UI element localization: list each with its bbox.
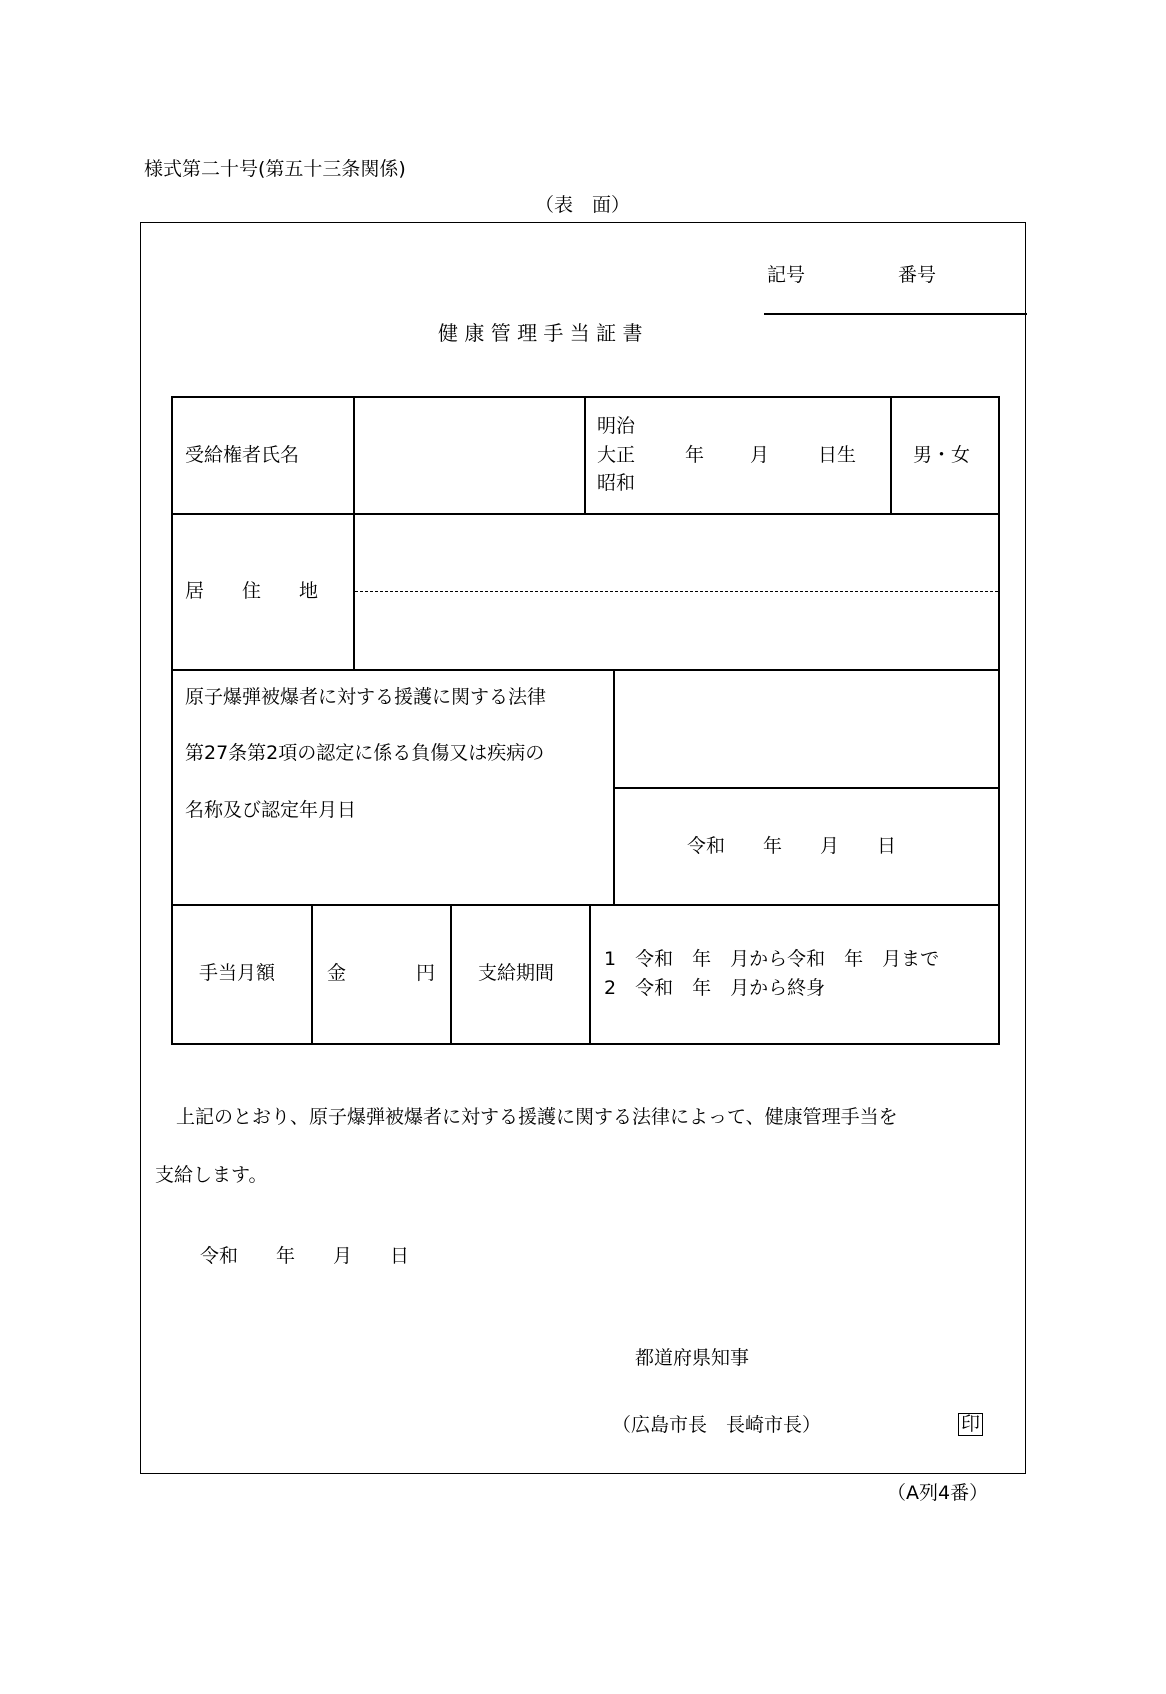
col-divider: [890, 396, 892, 513]
page-title: 健 康 管 理 手 当 証 書: [438, 321, 643, 345]
row-divider: [613, 787, 999, 789]
table-border: [998, 396, 1000, 1044]
side-label: （表 面）: [535, 194, 631, 216]
table-border: [171, 396, 173, 1044]
era-meiji: 明治: [597, 415, 636, 437]
monthly-amount-label: 手当月額: [199, 962, 276, 984]
period-option-1: 1 令和 年 月から令和 年 月まで: [604, 948, 940, 970]
law-text-line1: 原子爆弾被爆者に対する援護に関する法律: [185, 686, 547, 708]
statement-line2: 支給します。: [155, 1164, 268, 1186]
col-divider: [353, 396, 355, 669]
row-divider: [171, 669, 1000, 671]
residence-label: 居 住 地: [185, 580, 319, 602]
amount-unit: 円: [416, 962, 436, 984]
table-border: [171, 396, 1000, 398]
col-divider: [450, 904, 452, 1043]
birth-year: 年: [685, 444, 705, 466]
issuer: 都道府県知事: [635, 1347, 750, 1369]
row-divider: [171, 904, 1000, 906]
certification-date: 令和 年 月 日: [687, 835, 897, 857]
code-underline: [764, 313, 1027, 315]
era-taisho: 大正: [597, 444, 636, 466]
era-showa: 昭和: [597, 472, 636, 494]
col-divider: [311, 904, 313, 1043]
form-number: 様式第二十号(第五十三条関係): [144, 158, 406, 180]
issuer-alt: （広島市長 長崎市長）: [612, 1414, 822, 1436]
number-label: 番号: [898, 264, 937, 286]
table-border: [171, 1043, 1000, 1045]
col-divider: [584, 396, 586, 513]
seal-mark: 印: [958, 1413, 983, 1436]
code-label: 記号: [767, 264, 806, 286]
col-divider: [589, 904, 591, 1043]
birth-month: 月: [750, 444, 770, 466]
recipient-name-label: 受給権者氏名: [185, 444, 300, 466]
residence-dashed-line: [355, 591, 998, 592]
law-text-line2: 第27条第2項の認定に係る負傷又は疾病の: [185, 742, 545, 764]
paper-size: （A列4番）: [887, 1482, 989, 1504]
issue-date: 令和 年 月 日: [200, 1245, 410, 1267]
payment-period-label: 支給期間: [478, 962, 555, 984]
statement-line1: 上記のとおり、原子爆弾被爆者に対する援護に関する法律によって、健康管理手当を: [176, 1106, 898, 1128]
period-option-2: 2 令和 年 月から終身: [604, 977, 826, 999]
amount-prefix: 金: [327, 962, 347, 984]
sex-field: 男・女: [913, 444, 971, 466]
row-divider: [171, 513, 1000, 515]
birth-day: 日生: [818, 444, 857, 466]
law-text-line3: 名称及び認定年月日: [185, 799, 357, 821]
